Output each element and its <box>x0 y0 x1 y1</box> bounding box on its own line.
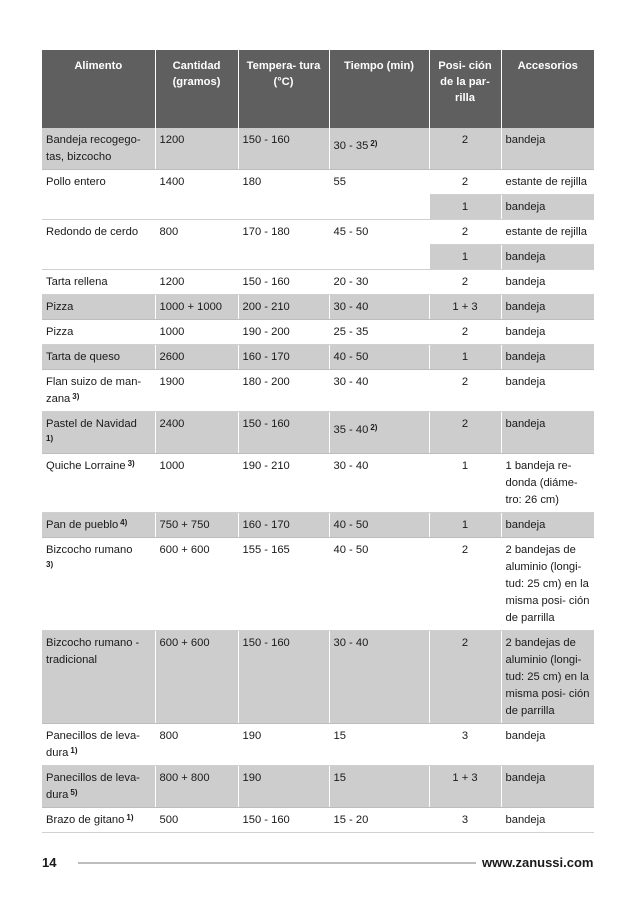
cell-accesorios: 1 bandeja re- donda (diáme- tro: 26 cm) <box>501 454 594 513</box>
cell-tiempo: 40 - 50 <box>329 345 429 370</box>
cell-tiempo: 30 - 40 <box>329 370 429 412</box>
cell-alimento: Pizza <box>42 320 155 345</box>
cell-cantidad: 1200 <box>155 270 238 295</box>
cell-tiempo: 40 - 50 <box>329 513 429 538</box>
header-tiempo: Tiempo (min) <box>329 50 429 128</box>
cell-posicion: 1 + 3 <box>429 295 501 320</box>
cell-temperatura: 190 <box>238 724 329 766</box>
cell-tiempo: 30 - 40 <box>329 295 429 320</box>
cell-cantidad: 800 + 800 <box>155 766 238 808</box>
cell-tiempo: 30 - 40 <box>329 631 429 724</box>
cell-cantidad: 800 <box>155 220 238 270</box>
cell-temperatura: 150 - 160 <box>238 631 329 724</box>
cell-temperatura: 170 - 180 <box>238 220 329 270</box>
cell-accesorios: bandeja <box>501 412 594 454</box>
footnote-ref: 1) <box>46 434 54 443</box>
cell-posicion: 1 <box>429 345 501 370</box>
header-alimento: Alimento <box>42 50 155 128</box>
table-row <box>42 270 594 295</box>
table-row <box>42 724 594 766</box>
cell-posicion: 2 <box>429 320 501 345</box>
cell-alimento: Panecillos de leva- dura $^{1)}$ <box>42 724 155 766</box>
cell-alimento: Pan de pueblo $^{4)}$ <box>42 513 155 538</box>
cell-cantidad: 750 + 750 <box>155 513 238 538</box>
cell-alimento: Bandeja recogego- tas, bizcocho <box>42 128 155 170</box>
cell-cantidad: 1000 <box>155 320 238 345</box>
cell-temperatura: 180 - 200 <box>238 370 329 412</box>
cell-tiempo: 35 - 40 $^{2)}$ <box>329 412 429 454</box>
cell-posicion: 3 <box>429 808 501 833</box>
cell-temperatura: 155 - 165 <box>238 538 329 631</box>
cell-accesorios: bandeja <box>501 320 594 345</box>
table-row <box>42 220 594 245</box>
cell-cantidad: 1900 <box>155 370 238 412</box>
table-row <box>42 412 594 454</box>
table-row <box>42 370 594 412</box>
cell-cantidad: 1000 + 1000 <box>155 295 238 320</box>
cooking-table <box>42 50 594 833</box>
cell-tiempo: 15 - 20 <box>329 808 429 833</box>
cell-tiempo: 25 - 35 <box>329 320 429 345</box>
table-row <box>42 538 594 631</box>
cell-tiempo: 45 - 50 <box>329 220 429 270</box>
cell-accesorios: bandeja <box>501 370 594 412</box>
cell-temperatura: 190 - 200 <box>238 320 329 345</box>
footnote-ref: 5) <box>70 788 78 797</box>
cell-temperatura: 150 - 160 <box>238 128 329 170</box>
cell-temperatura: 150 - 160 <box>238 270 329 295</box>
cell-accesorios: bandeja <box>501 766 594 808</box>
cell-posicion: 1 <box>429 454 501 513</box>
cell-accesorios: bandeja <box>501 128 594 170</box>
cell-accesorios: 2 bandejas de aluminio (longi- tud: 25 cm) en la misma posi- ción de parrilla <box>501 631 594 724</box>
cell-alimento: Bizcocho rumano - tradicional <box>42 631 155 724</box>
cell-alimento: Tarta rellena <box>42 270 155 295</box>
cell-tiempo: 15 <box>329 724 429 766</box>
cell-accesorios: bandeja <box>501 808 594 833</box>
cell-accesorios: bandeja <box>501 245 594 270</box>
header-cantidad: Cantidad (gramos) <box>155 50 238 128</box>
footnote-ref: 2) <box>370 139 378 148</box>
footnote-ref: 3) <box>72 392 80 401</box>
cell-accesorios: 2 bandejas de aluminio (longi- tud: 25 cm) en la misma posi- ción de parrilla <box>501 538 594 631</box>
cell-cantidad: 500 <box>155 808 238 833</box>
cell-temperatura: 190 <box>238 766 329 808</box>
cell-alimento: Tarta de queso <box>42 345 155 370</box>
header-temperatura: Tempera- tura (°C) <box>238 50 329 128</box>
cell-alimento: Quiche Lorraine $^{3)}$ <box>42 454 155 513</box>
cell-posicion: 1 <box>429 195 501 220</box>
cell-posicion: 2 <box>429 170 501 195</box>
cell-accesorios: bandeja <box>501 195 594 220</box>
cell-posicion: 2 <box>429 412 501 454</box>
cell-cantidad: 1200 <box>155 128 238 170</box>
cell-temperatura: 190 - 210 <box>238 454 329 513</box>
table-row <box>42 128 594 170</box>
cell-accesorios: bandeja <box>501 295 594 320</box>
cell-posicion: 1 <box>429 513 501 538</box>
cell-cantidad: 600 + 600 <box>155 538 238 631</box>
footnote-ref: 4) <box>120 518 128 527</box>
cell-accesorios: bandeja <box>501 270 594 295</box>
cell-tiempo: 55 <box>329 170 429 220</box>
cell-alimento: Brazo de gitano $^{1)}$ <box>42 808 155 833</box>
cell-tiempo: 30 - 35 $^{2)}$ <box>329 128 429 170</box>
cell-posicion: 2 <box>429 270 501 295</box>
cell-tiempo: 30 - 40 <box>329 454 429 513</box>
cell-posicion: 3 <box>429 724 501 766</box>
cell-temperatura: 180 <box>238 170 329 220</box>
table-row <box>42 631 594 724</box>
cell-cantidad: 1000 <box>155 454 238 513</box>
cell-posicion: 2 <box>429 128 501 170</box>
header-posicion: Posi- ción de la par- rilla <box>429 50 501 128</box>
cell-accesorios: bandeja <box>501 724 594 766</box>
cell-alimento: Pizza <box>42 295 155 320</box>
cell-cantidad: 1400 <box>155 170 238 220</box>
cell-temperatura: 200 - 210 <box>238 295 329 320</box>
footer-url[interactable]: www.zanussi.com <box>482 855 594 870</box>
footnote-ref: 2) <box>370 423 378 432</box>
cell-accesorios: estante de rejilla <box>501 220 594 245</box>
table-row <box>42 345 594 370</box>
cell-posicion: 2 <box>429 538 501 631</box>
cell-posicion: 1 <box>429 245 501 270</box>
table-row <box>42 295 594 320</box>
cell-tiempo: 40 - 50 <box>329 538 429 631</box>
cell-alimento: Pastel de Navidad $^{1)}$ <box>42 412 155 454</box>
table-row <box>42 513 594 538</box>
cell-cantidad: 2400 <box>155 412 238 454</box>
cell-temperatura: 160 - 170 <box>238 513 329 538</box>
table-row <box>42 766 594 808</box>
footnote-ref: 3) <box>46 560 54 569</box>
cell-posicion: 2 <box>429 220 501 245</box>
cell-alimento: Bizcocho rumano $^{3)}$ <box>42 538 155 631</box>
cell-cantidad: 2600 <box>155 345 238 370</box>
cell-alimento: Panecillos de leva- dura $^{5)}$ <box>42 766 155 808</box>
cell-accesorios: bandeja <box>501 513 594 538</box>
footnote-ref: 1) <box>126 813 134 822</box>
table-header-row <box>42 50 594 128</box>
table-row <box>42 320 594 345</box>
cell-temperatura: 150 - 160 <box>238 412 329 454</box>
cell-temperatura: 150 - 160 <box>238 808 329 833</box>
table-row <box>42 454 594 513</box>
cell-posicion: 2 <box>429 370 501 412</box>
cell-alimento: Pollo entero <box>42 170 155 220</box>
table-row <box>42 170 594 195</box>
table-row <box>42 808 594 833</box>
cell-tiempo: 15 <box>329 766 429 808</box>
cell-alimento: Flan suizo de man- zana $^{3)}$ <box>42 370 155 412</box>
cell-tiempo: 20 - 30 <box>329 270 429 295</box>
cell-posicion: 2 <box>429 631 501 724</box>
cell-alimento: Redondo de cerdo <box>42 220 155 270</box>
footnote-ref: 1) <box>70 746 78 755</box>
cell-posicion: 1 + 3 <box>429 766 501 808</box>
footer-divider <box>78 862 476 864</box>
cell-temperatura: 160 - 170 <box>238 345 329 370</box>
cell-accesorios: estante de rejilla <box>501 170 594 195</box>
cell-cantidad: 600 + 600 <box>155 631 238 724</box>
header-accesorios: Accesorios <box>501 50 594 128</box>
cell-cantidad: 800 <box>155 724 238 766</box>
cell-accesorios: bandeja <box>501 345 594 370</box>
footnote-ref: 3) <box>127 459 135 468</box>
page-number: 14 <box>42 855 57 870</box>
